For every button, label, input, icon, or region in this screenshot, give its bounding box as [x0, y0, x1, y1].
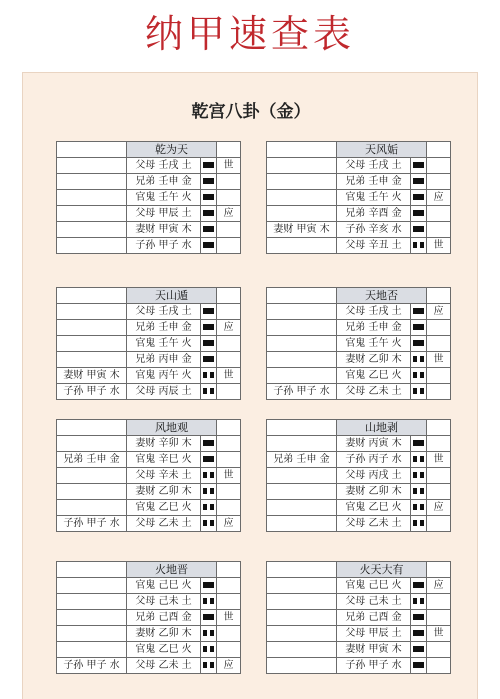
shi-ying-mark: 应 [427, 578, 451, 594]
yin-line-icon [203, 646, 214, 652]
yao-row [57, 304, 241, 320]
yao-row [267, 206, 451, 222]
yao-row [267, 304, 451, 320]
hidden-spirit [57, 158, 127, 174]
yin-line-icon [203, 472, 214, 478]
yao-text: 父母 壬戌 土 [337, 304, 411, 320]
yao-text: 兄弟 丙申 金 [127, 352, 201, 368]
shi-ying-mark [427, 158, 451, 174]
yin-line-icon [413, 456, 424, 462]
hidden-spirit: 子孙 甲子 水 [57, 384, 127, 400]
hidden-spirit [57, 578, 127, 594]
yin-line-icon [203, 488, 214, 494]
yao-row [267, 594, 451, 610]
yang-line-icon [413, 308, 424, 314]
yao-row [267, 500, 451, 516]
hidden-spirit: 子孙 甲子 水 [57, 516, 127, 532]
yao-text: 父母 辛丑 土 [337, 238, 411, 254]
hexagram-name: 火地晋 [127, 562, 217, 578]
shi-ying-mark: 应 [427, 304, 451, 320]
yin-line-icon [413, 504, 424, 510]
yao-row [57, 436, 241, 452]
yang-line-icon [203, 340, 214, 346]
yao-row [267, 352, 451, 368]
yao-text: 父母 己未 土 [337, 594, 411, 610]
yao-text: 官鬼 壬午 火 [337, 336, 411, 352]
yang-line-icon [203, 308, 214, 314]
yao-text: 官鬼 壬午 火 [127, 190, 201, 206]
hidden-spirit [57, 626, 127, 642]
yao-text: 妻财 甲寅 木 [337, 642, 411, 658]
yao-text: 兄弟 壬申 金 [337, 174, 411, 190]
yin-line-icon [413, 472, 424, 478]
hidden-spirit [267, 368, 337, 384]
yang-line-icon [203, 456, 214, 462]
yao-row [57, 336, 241, 352]
yao-text: 官鬼 乙巳 火 [127, 642, 201, 658]
hexagram-name: 天地否 [337, 288, 427, 304]
palace-subtitle: 乾宫八卦（金） [191, 102, 311, 122]
hidden-spirit: 子孙 甲子 水 [57, 658, 127, 674]
yao-row [57, 484, 241, 500]
yao-row [57, 500, 241, 516]
yao-text: 子孙 甲子 水 [337, 658, 411, 674]
hidden-spirit [57, 500, 127, 516]
yang-line-icon [413, 662, 424, 668]
yao-text: 父母 甲辰 土 [337, 626, 411, 642]
yao-row [57, 352, 241, 368]
hexagram-name: 火天大有 [337, 562, 427, 578]
hexagram-table [266, 287, 451, 400]
yao-text: 子孙 辛亥 水 [337, 222, 411, 238]
yao-text: 父母 乙未 土 [337, 516, 411, 532]
yao-row [267, 320, 451, 336]
yang-line-icon [413, 614, 424, 620]
yao-text: 父母 甲辰 土 [127, 206, 201, 222]
shi-ying-mark [217, 594, 241, 610]
yao-text: 兄弟 己酉 金 [337, 610, 411, 626]
hexagram-table [266, 561, 451, 674]
shi-ying-mark: 世 [427, 452, 451, 468]
yin-line-icon [413, 598, 424, 604]
shi-ying-mark: 世 [427, 238, 451, 254]
yin-line-icon [203, 372, 214, 378]
yin-line-icon [413, 372, 424, 378]
hidden-spirit [267, 158, 337, 174]
hidden-spirit [267, 352, 337, 368]
yao-row [267, 174, 451, 190]
shi-ying-mark [217, 384, 241, 400]
hidden-spirit [267, 578, 337, 594]
yao-text: 妻财 乙卯 木 [127, 626, 201, 642]
hexagram-table [56, 287, 241, 400]
yang-line-icon [413, 210, 424, 216]
yao-row [57, 594, 241, 610]
shi-ying-mark [217, 304, 241, 320]
yao-text: 妻财 乙卯 木 [337, 484, 411, 500]
hidden-spirit [267, 484, 337, 500]
yao-text: 兄弟 己酉 金 [127, 610, 201, 626]
hidden-spirit [267, 468, 337, 484]
yang-line-icon [413, 630, 424, 636]
yang-line-icon [413, 440, 424, 446]
yao-text: 官鬼 辛巳 火 [127, 452, 201, 468]
shi-ying-mark [217, 642, 241, 658]
hidden-spirit [57, 222, 127, 238]
yao-row [267, 484, 451, 500]
yin-line-icon [203, 504, 214, 510]
yao-row [267, 642, 451, 658]
yao-row [267, 578, 451, 594]
yao-row [267, 190, 451, 206]
shi-ying-mark [217, 222, 241, 238]
yang-line-icon [413, 582, 424, 588]
shi-ying-mark: 应 [427, 190, 451, 206]
yin-line-icon [203, 388, 214, 394]
shi-ying-mark [427, 594, 451, 610]
shi-ying-mark [427, 336, 451, 352]
shi-ying-mark: 世 [217, 158, 241, 174]
yao-row [57, 222, 241, 238]
yao-text: 妻财 甲寅 木 [127, 222, 201, 238]
yao-text: 妻财 乙卯 木 [127, 484, 201, 500]
shi-ying-mark [427, 222, 451, 238]
yao-row [267, 368, 451, 384]
yin-line-icon [203, 520, 214, 526]
hidden-spirit [267, 610, 337, 626]
yang-line-icon [203, 324, 214, 330]
yin-line-icon [203, 662, 214, 668]
shi-ying-mark [427, 468, 451, 484]
yang-line-icon [203, 582, 214, 588]
hidden-spirit [267, 642, 337, 658]
hidden-spirit [267, 516, 337, 532]
shi-ying-mark [217, 238, 241, 254]
yang-line-icon [413, 178, 424, 184]
shi-ying-mark: 世 [427, 352, 451, 368]
yao-text: 父母 壬戌 土 [127, 158, 201, 174]
hidden-spirit [57, 206, 127, 222]
shi-ying-mark [427, 642, 451, 658]
yao-text: 官鬼 乙巳 火 [127, 500, 201, 516]
hexagram-name: 乾为天 [127, 142, 217, 158]
hidden-spirit [267, 594, 337, 610]
hidden-spirit [267, 658, 337, 674]
yao-row [57, 626, 241, 642]
hexagram-name: 天风姤 [337, 142, 427, 158]
hidden-spirit [267, 174, 337, 190]
yao-row [57, 452, 241, 468]
yang-line-icon [203, 162, 214, 168]
shi-ying-mark [217, 352, 241, 368]
yao-text: 妻财 乙卯 木 [337, 352, 411, 368]
yao-row [57, 384, 241, 400]
hidden-spirit [267, 304, 337, 320]
shi-ying-mark [217, 500, 241, 516]
shi-ying-mark: 应 [217, 320, 241, 336]
yao-row [267, 436, 451, 452]
yao-text: 子孙 丙子 水 [337, 452, 411, 468]
yao-row [267, 336, 451, 352]
yao-row [57, 368, 241, 384]
yao-text: 父母 丙戌 土 [337, 468, 411, 484]
yao-text: 兄弟 辛酉 金 [337, 206, 411, 222]
shi-ying-mark: 应 [427, 500, 451, 516]
shi-ying-mark [217, 452, 241, 468]
hidden-spirit [267, 190, 337, 206]
shi-ying-mark: 世 [217, 610, 241, 626]
yao-row [267, 610, 451, 626]
yang-line-icon [413, 340, 424, 346]
hidden-spirit [57, 642, 127, 658]
yao-row [57, 658, 241, 674]
yang-line-icon [203, 178, 214, 184]
hidden-spirit [57, 352, 127, 368]
yin-line-icon [413, 356, 424, 362]
shi-ying-mark [217, 484, 241, 500]
yao-row [57, 158, 241, 174]
shi-ying-mark [427, 436, 451, 452]
yao-row [57, 190, 241, 206]
hidden-spirit [57, 594, 127, 610]
yang-line-icon [203, 242, 214, 248]
yao-text: 官鬼 己巳 火 [337, 578, 411, 594]
hidden-spirit [57, 484, 127, 500]
yang-line-icon [203, 440, 214, 446]
shi-ying-mark [217, 626, 241, 642]
hidden-spirit: 兄弟 壬申 金 [57, 452, 127, 468]
hexagram-table [56, 419, 241, 532]
yao-row [267, 516, 451, 532]
hidden-spirit [267, 206, 337, 222]
yao-text: 子孙 甲子 水 [127, 238, 201, 254]
hexagram-name: 山地剥 [337, 420, 427, 436]
yao-text: 父母 壬戌 土 [127, 304, 201, 320]
shi-ying-mark: 世 [217, 368, 241, 384]
yao-text: 官鬼 壬午 火 [337, 190, 411, 206]
yao-text: 父母 辛未 土 [127, 468, 201, 484]
hexagram-name: 天山遁 [127, 288, 217, 304]
yao-text: 父母 乙未 土 [127, 516, 201, 532]
shi-ying-mark [427, 484, 451, 500]
yang-line-icon [203, 194, 214, 200]
shi-ying-mark: 世 [427, 626, 451, 642]
shi-ying-mark [427, 610, 451, 626]
yang-line-icon [413, 194, 424, 200]
yao-text: 父母 己未 土 [127, 594, 201, 610]
yao-text: 父母 壬戌 土 [337, 158, 411, 174]
hidden-spirit [267, 626, 337, 642]
hidden-spirit [57, 238, 127, 254]
yang-line-icon [413, 324, 424, 330]
yao-text: 父母 乙未 土 [337, 384, 411, 400]
yang-line-icon [203, 226, 214, 232]
hidden-spirit [57, 190, 127, 206]
shi-ying-mark [427, 368, 451, 384]
yang-line-icon [203, 210, 214, 216]
shi-ying-mark: 世 [217, 468, 241, 484]
yao-row [57, 238, 241, 254]
yao-row [57, 516, 241, 532]
yao-text: 官鬼 丙午 火 [127, 368, 201, 384]
yin-line-icon [203, 630, 214, 636]
yao-row [57, 320, 241, 336]
shi-ying-mark: 应 [217, 206, 241, 222]
hidden-spirit: 子孙 甲子 水 [267, 384, 337, 400]
yao-row [57, 610, 241, 626]
hidden-spirit [57, 336, 127, 352]
yang-line-icon [203, 614, 214, 620]
yao-text: 官鬼 乙巳 火 [337, 368, 411, 384]
yao-row [267, 158, 451, 174]
yao-text: 兄弟 壬申 金 [127, 320, 201, 336]
yang-line-icon [203, 356, 214, 362]
shi-ying-mark [427, 516, 451, 532]
yao-row [267, 384, 451, 400]
yao-row [267, 222, 451, 238]
shi-ying-mark [217, 578, 241, 594]
shi-ying-mark: 应 [217, 516, 241, 532]
yao-row [57, 578, 241, 594]
hexagram-table [56, 561, 241, 674]
hidden-spirit [267, 238, 337, 254]
yang-line-icon [413, 646, 424, 652]
shi-ying-mark [427, 658, 451, 674]
shi-ying-mark [427, 384, 451, 400]
shi-ying-mark [427, 174, 451, 190]
yao-text: 官鬼 乙巳 火 [337, 500, 411, 516]
shi-ying-mark [217, 190, 241, 206]
yao-text: 兄弟 壬申 金 [337, 320, 411, 336]
yao-text: 官鬼 壬午 火 [127, 336, 201, 352]
hidden-spirit: 妻财 甲寅 木 [57, 368, 127, 384]
yao-row [267, 452, 451, 468]
shi-ying-mark: 应 [217, 658, 241, 674]
hexagram-table [56, 141, 241, 254]
hidden-spirit [57, 468, 127, 484]
hidden-spirit [267, 436, 337, 452]
hexagram-table [266, 419, 451, 532]
yao-row [57, 206, 241, 222]
yao-row [267, 626, 451, 642]
yin-line-icon [413, 488, 424, 494]
shi-ying-mark [427, 320, 451, 336]
content-panel [22, 72, 478, 699]
yao-text: 妻财 丙寅 木 [337, 436, 411, 452]
yao-text: 父母 丙辰 土 [127, 384, 201, 400]
shi-ying-mark [217, 436, 241, 452]
yao-text: 兄弟 壬申 金 [127, 174, 201, 190]
yin-line-icon [203, 598, 214, 604]
hexagram-name: 风地观 [127, 420, 217, 436]
shi-ying-mark [217, 174, 241, 190]
yao-text: 父母 乙未 土 [127, 658, 201, 674]
yao-row [267, 468, 451, 484]
yin-line-icon [413, 242, 424, 248]
hidden-spirit [57, 436, 127, 452]
yao-row [267, 658, 451, 674]
yao-row [57, 642, 241, 658]
hidden-spirit [267, 320, 337, 336]
shi-ying-mark [217, 336, 241, 352]
yin-line-icon [413, 520, 424, 526]
yang-line-icon [413, 226, 424, 232]
hidden-spirit [57, 304, 127, 320]
yao-row [57, 468, 241, 484]
page-title: 纳甲速查表 [144, 12, 355, 56]
hidden-spirit [267, 500, 337, 516]
hidden-spirit [57, 610, 127, 626]
hidden-spirit [57, 174, 127, 190]
yin-line-icon [413, 388, 424, 394]
hidden-spirit [57, 320, 127, 336]
hexagram-table [266, 141, 451, 254]
hidden-spirit [267, 336, 337, 352]
shi-ying-mark [427, 206, 451, 222]
hidden-spirit: 妻财 甲寅 木 [267, 222, 337, 238]
yao-text: 官鬼 己巳 火 [127, 578, 201, 594]
hidden-spirit: 兄弟 壬申 金 [267, 452, 337, 468]
yao-text: 妻财 辛卯 木 [127, 436, 201, 452]
yang-line-icon [413, 162, 424, 168]
yao-row [267, 238, 451, 254]
yao-row [57, 174, 241, 190]
